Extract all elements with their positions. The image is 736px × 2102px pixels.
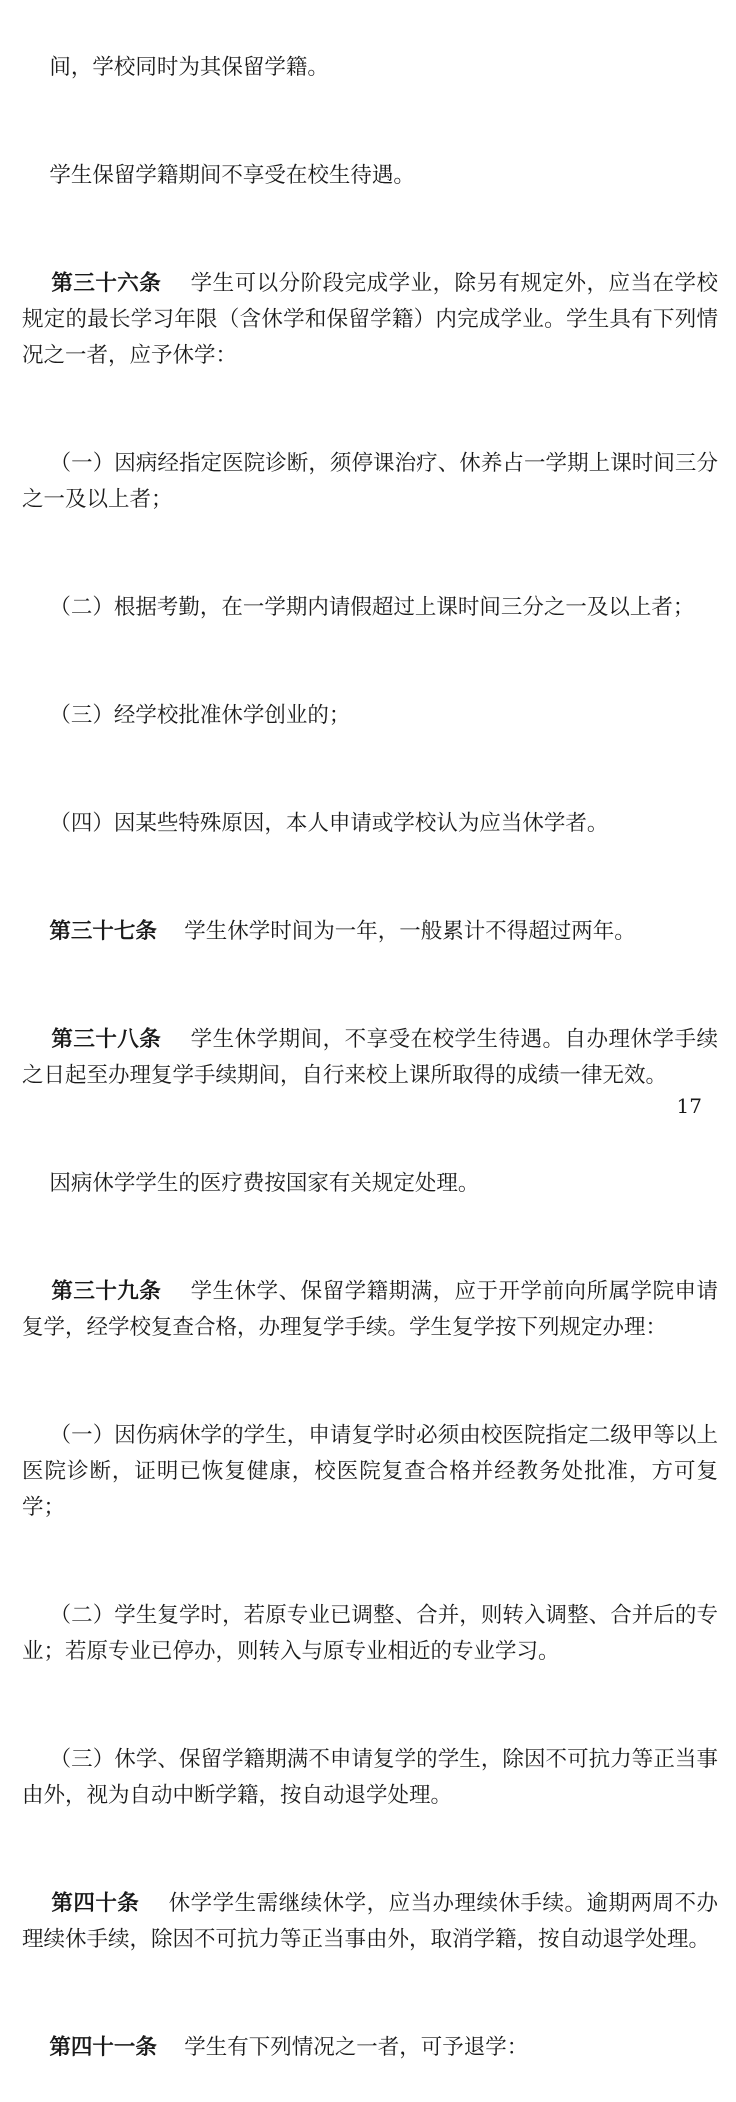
paragraph-text: 学生有下列情况之一者，可予退学： bbox=[156, 2035, 529, 2060]
article-37 bbox=[22, 878, 718, 986]
page-number: 17 bbox=[676, 1094, 702, 1118]
paragraph-text: （二）学生复学时，若原专业已调整、合并，则转入调整、合并后的专业；若原专业已停办，则转入与原专业相近的专业学习。 bbox=[22, 1603, 718, 1664]
list-item-1 bbox=[22, 410, 718, 554]
list-item-4 bbox=[22, 770, 718, 878]
article-heading: 第四十一条 bbox=[49, 2035, 157, 2060]
paragraph-1 bbox=[22, 14, 718, 122]
paragraph-text: （二）根据考勤，在一学期内请假超过上课时间三分之一及以上者； bbox=[49, 595, 695, 620]
document-page bbox=[22, 14, 718, 2102]
paragraph-text: 休学学生需继续休学，应当办理续休手续。逾期两周不办理续休手续，除因不可抗力等正当事由外，取消学籍，按自动退学处理。 bbox=[22, 1891, 718, 1952]
list-item-2 bbox=[22, 554, 718, 662]
article-heading: 第三十六条 bbox=[51, 271, 162, 296]
paragraph-medical bbox=[22, 1130, 718, 1238]
paragraph-text: 学生休学、保留学籍期满，应于开学前向所属学院申请复学，经学校复查合格，办理复学手续。学生复学按下列规定办理： bbox=[22, 1279, 718, 1340]
paragraph-text: （四）因某些特殊原因，本人申请或学校认为应当休学者。 bbox=[49, 811, 609, 836]
paragraph-text: 学生休学时间为一年，一般累计不得超过两年。 bbox=[156, 919, 636, 944]
article-heading: 第三十九条 bbox=[51, 1279, 162, 1304]
paragraph-2 bbox=[22, 122, 718, 230]
paragraph-text: （三）休学、保留学籍期满不申请复学的学生，除因不可抗力等正当事由外，视为自动中断学籍，按自动退学处理。 bbox=[22, 1747, 718, 1808]
article-41 bbox=[22, 1994, 718, 2102]
list-item-3 bbox=[22, 662, 718, 770]
paragraph-text: 间，学校同时为其保留学籍。 bbox=[49, 55, 329, 80]
paragraph-text: 因病休学学生的医疗费按国家有关规定处理。 bbox=[49, 1171, 480, 1196]
list-item-6 bbox=[22, 1562, 718, 1706]
paragraph-text: 学生休学期间，不享受在校学生待遇。自办理休学手续之日起至办理复学手续期间，自行来校上课所取得的成绩一律无效。 bbox=[22, 1027, 718, 1088]
article-40 bbox=[22, 1850, 718, 1994]
list-item-5 bbox=[22, 1382, 718, 1562]
list-item-7 bbox=[22, 1706, 718, 1850]
paragraph-text: （一）因伤病休学的学生，申请复学时必须由校医院指定二级甲等以上医院诊断，证明已恢复健康，校医院复查合格并经教务处批准，方可复学； bbox=[22, 1423, 718, 1520]
article-heading: 第四十条 bbox=[51, 1891, 140, 1916]
paragraph-text: （三）经学校批准休学创业的； bbox=[49, 703, 351, 728]
article-36 bbox=[22, 230, 718, 410]
paragraph-text: （一）因病经指定医院诊断，须停课治疗、休养占一学期上课时间三分之一及以上者； bbox=[22, 451, 718, 512]
article-heading: 第三十七条 bbox=[49, 919, 157, 944]
article-heading: 第三十八条 bbox=[51, 1027, 162, 1052]
article-39 bbox=[22, 1238, 718, 1382]
paragraph-text: 学生可以分阶段完成学业，除另有规定外，应当在学校规定的最长学习年限（含休学和保留学籍）内完成学业。学生具有下列情况之一者，应予休学： bbox=[22, 271, 718, 368]
paragraph-text: 学生保留学籍期间不享受在校生待遇。 bbox=[49, 163, 415, 188]
article-38 bbox=[22, 986, 718, 1130]
